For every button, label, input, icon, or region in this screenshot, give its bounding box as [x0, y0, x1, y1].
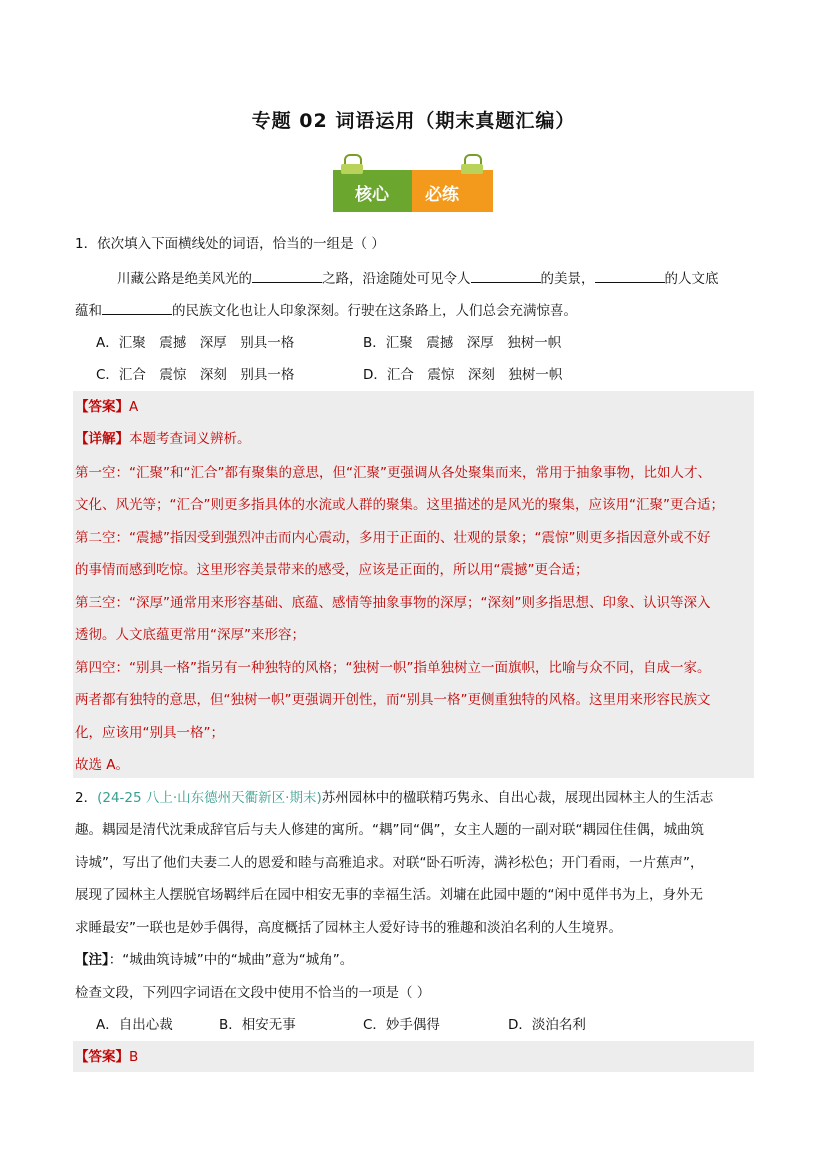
q1-passage-line1: 川藏公路是绝美风光的 之路，沿途随处可见令人 的美景， 的人文底 [117, 268, 719, 289]
q1-stem: 1．依次填入下面横线处的词语，恰当的一组是（ ） [75, 236, 385, 252]
fill-blank [595, 268, 665, 283]
q2-paragraph-line1: 2．(24-25 八上·山东德州天衢新区·期末)苏州园林中的楹联精巧隽永、自出心裁，展现出园林主人的生活志 [75, 790, 714, 806]
q2-note: 【注】：“城曲筑诗城”中的“城曲”意为“城角”。 [75, 952, 354, 968]
q1-explain-line: 化，应该用“别具一格”； [75, 725, 224, 741]
q1-conclusion: 故选 A。 [75, 757, 130, 773]
q1-answer-box [73, 391, 754, 778]
q2-question: 检查文段，下列四字词语在文段中使用不恰当的一项是（ ） [75, 985, 431, 1001]
q2-source: (24-25 八上·山东德州天衢新区·期末) [97, 790, 322, 806]
q2-option-b: B．相安无事 [219, 1017, 296, 1033]
q1-explain-line: 文化、风光等；“汇合”则更多指具体的水流或人群的聚集。这里描述的是风光的聚集，应该用“汇聚”更合适； [75, 497, 724, 513]
q2-paragraph-line: 求睡最安”一联也是妙手偶得，高度概括了园林主人爱好诗书的雅趣和淡泊名利的人生境界。 [75, 920, 622, 936]
fill-blank [252, 268, 322, 283]
q1-option-d: D．汇合 震惊 深刻 独树一帜 [363, 367, 563, 383]
q1-passage-line2: 蕴和 的民族文化也让人印象深刻。行驶在这条路上，人们总会充满惊喜。 [75, 300, 577, 321]
q2-option-d: D．淡泊名利 [508, 1017, 586, 1033]
q2-option-c: C．妙手偶得 [363, 1017, 440, 1033]
q1-explain-line: 第一空：“汇聚”和“汇合”都有聚集的意思，但“汇聚”更强调从各处聚集而来，常用于抽象事物，比如人才、 [75, 465, 711, 481]
q1-explain-line: 的事情而感到吃惊。这里形容美景带来的感受，应该是正面的，所以用“震撼”更合适； [75, 562, 589, 578]
q1-explain-line: 第三空：“深厚”通常用来形容基础、底蕴、感情等抽象事物的深厚；“深刻”则多指思想、印象、认识等深入 [75, 595, 711, 611]
q1-option-b: B．汇聚 震撼 深厚 独树一帜 [363, 335, 562, 351]
fill-blank [471, 268, 541, 283]
q1-explain-line: 两者都有独特的意思，但“独树一帜”更强调开创性，而“别具一格”更侧重独特的风格。这里用来形容民族文 [75, 692, 711, 708]
q2-paragraph-line: 诗城”，写出了他们夫妻二人的恩爱和睦与高雅追求。对联“卧石听涛，满衫松色；开门看雨，一片蕉声”， [75, 855, 704, 871]
q2-answer: 【答案】B [75, 1049, 139, 1065]
q1-option-a: A．汇聚 震撼 深厚 别具一格 [96, 335, 295, 351]
q1-explain-line: 第四空：“别具一格”指另有一种独特的风格；“独树一帜”指单独树立一面旗帜，比喻与众不同，自成一家。 [75, 660, 711, 676]
q2-option-a: A．自出心裁 [96, 1017, 173, 1033]
page-title: 专题 02 词语运用（期末真题汇编） [251, 110, 576, 132]
q1-explain-line: 透彻。人文底蕴更常用“深厚”来形容； [75, 627, 305, 643]
binder-clip-icon [461, 154, 483, 176]
badge-right-text: 必练 [425, 185, 459, 205]
q2-paragraph-line: 展现了园林主人摆脱官场羁绊后在园中相安无事的幸福生活。刘墉在此园中题的“闲中觅伴书为上，身外无 [75, 887, 703, 903]
q1-explain-line: 第二空：“震撼”指因受到强烈冲击而内心震动，多用于正面的、壮观的景象；“震惊”则更多指因意外或不好 [75, 530, 711, 546]
fill-blank [102, 300, 172, 315]
core-practice-badge [333, 154, 493, 214]
q2-answer-box [73, 1041, 754, 1072]
badge-left-text: 核心 [355, 185, 389, 205]
q1-option-c: C．汇合 震惊 深刻 别具一格 [96, 367, 295, 383]
binder-clip-icon [341, 154, 363, 176]
q1-detail: 【详解】本题考查词义辨析。 [75, 431, 251, 447]
q2-paragraph-line: 趣。耦园是清代沈秉成辞官后与夫人修建的寓所。“耦”同“偶”，女主人题的一副对联“耦园住佳偶，城曲筑 [75, 822, 704, 838]
q1-answer: 【答案】A [75, 399, 139, 415]
